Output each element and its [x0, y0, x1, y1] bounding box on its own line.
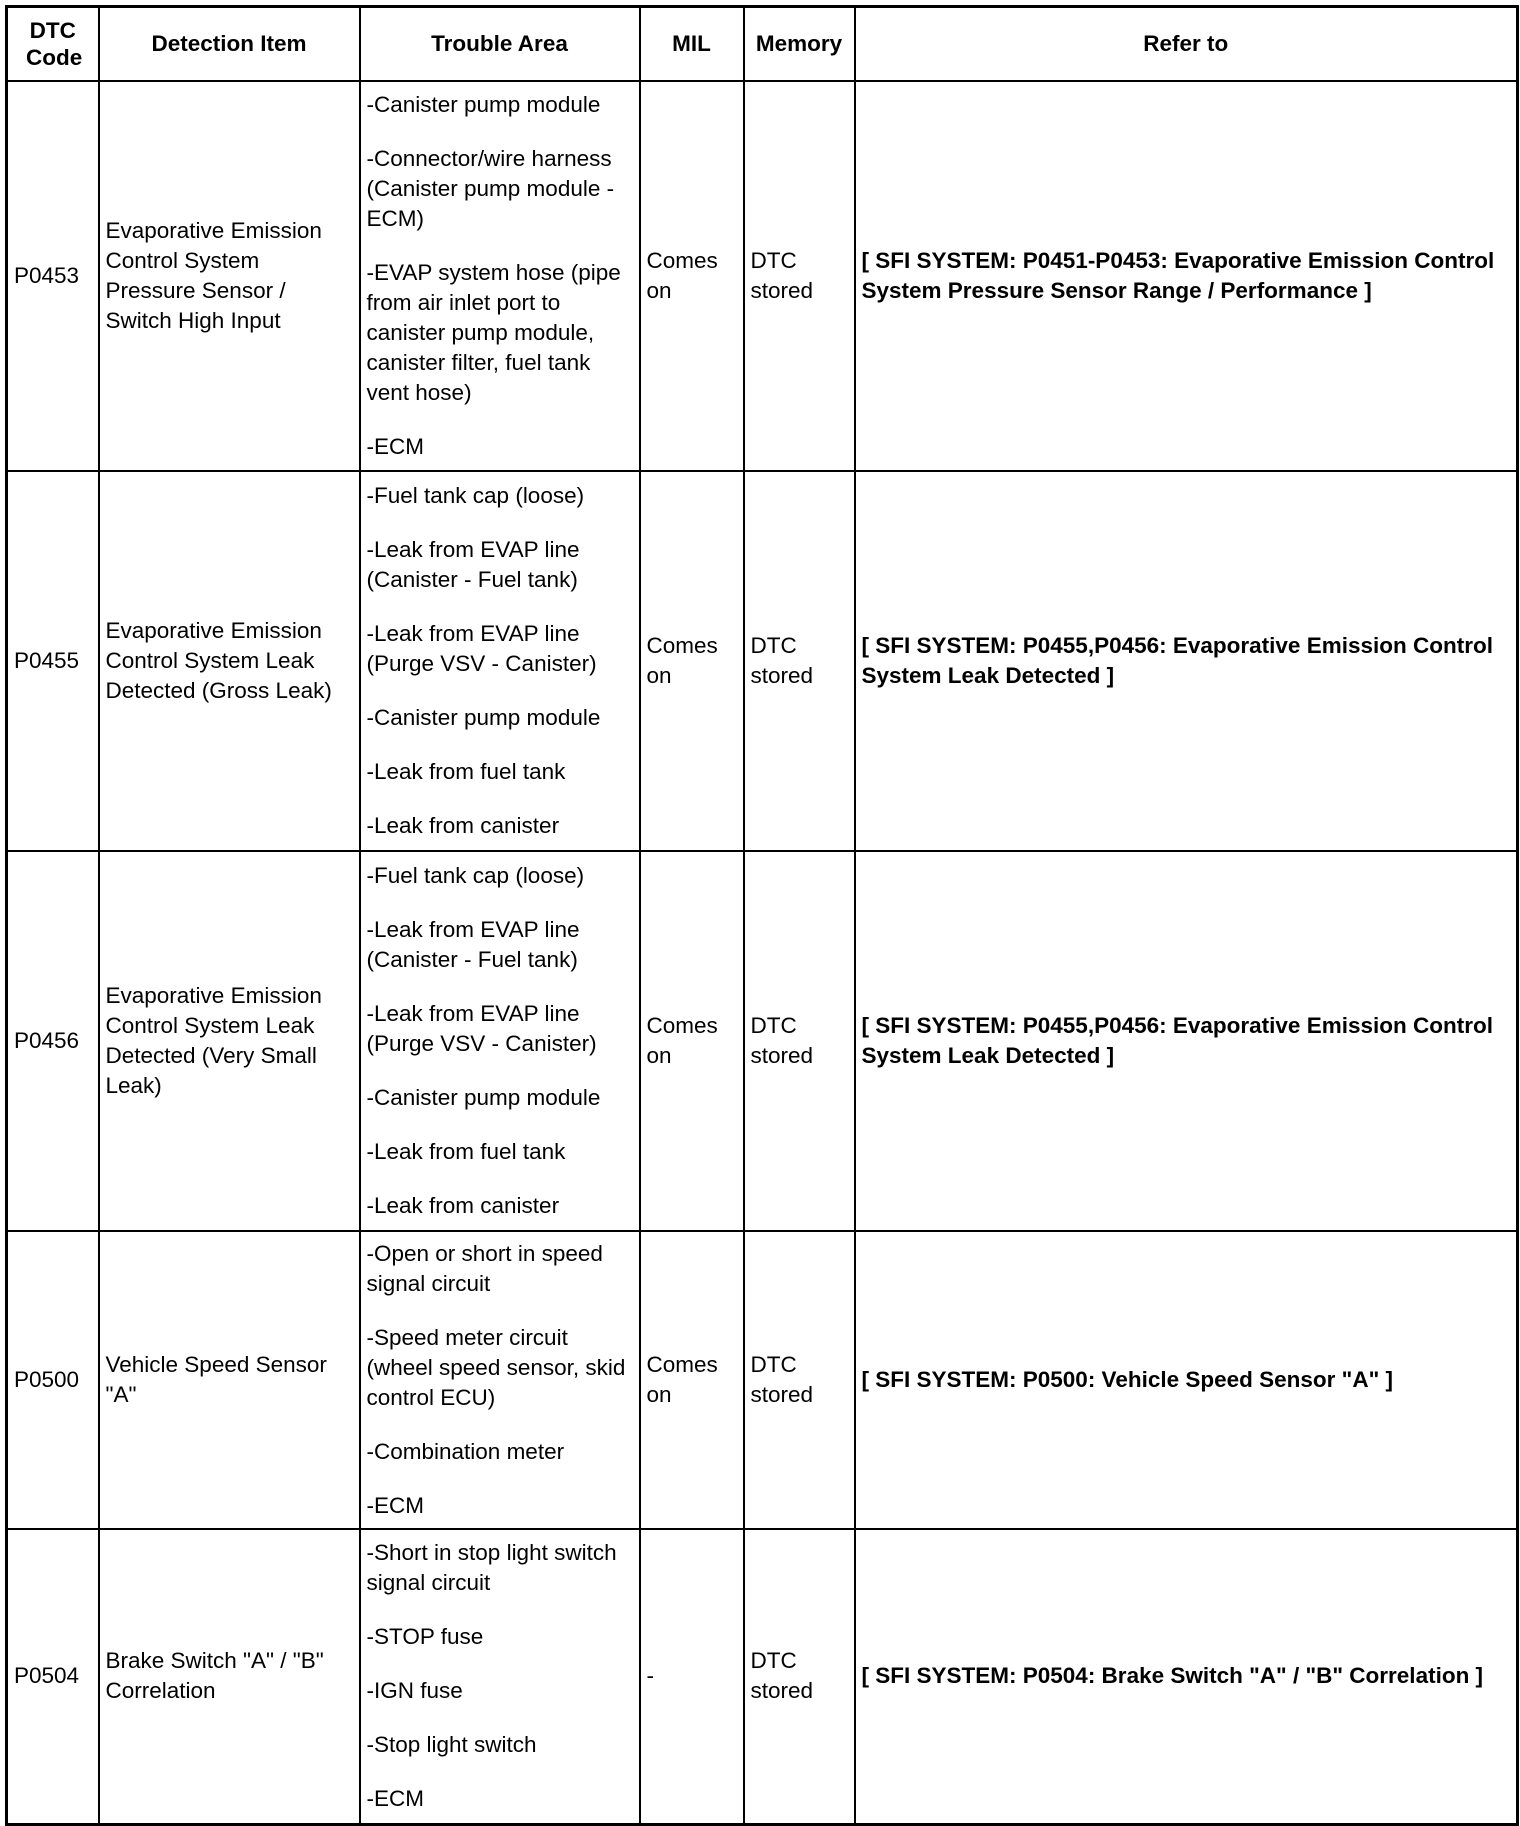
mil-cell: Comes on	[640, 1231, 744, 1529]
trouble-area-item: -IGN fuse	[366, 1678, 463, 1704]
dtc-table-container	[5, 5, 1519, 1826]
mil-cell: -	[640, 1529, 744, 1825]
refer-to-cell: [ SFI SYSTEM: P0500: Vehicle Speed Sensor "A" ]	[855, 1231, 1518, 1529]
trouble-area-item: -EVAP system hose (pipe from air inlet port to canister pump module, canister filter, fuel tank vent hose)	[366, 259, 621, 405]
dtc-table	[5, 5, 1519, 1826]
table-row	[7, 1231, 1518, 1529]
table-row	[7, 81, 1518, 471]
memory-cell: DTC stored	[744, 81, 855, 471]
trouble-area-item: -Canister pump module	[366, 704, 601, 730]
trouble-area-item: -ECM	[366, 1492, 424, 1518]
detection-item-cell: Vehicle Speed Sensor "A"	[99, 1231, 360, 1529]
dtc-code-cell: P0453	[7, 81, 99, 471]
trouble-area-cell	[360, 1529, 640, 1825]
header-mil: MIL	[640, 7, 744, 81]
trouble-area-item: -Fuel tank cap (loose)	[366, 482, 585, 508]
trouble-area-item: -Leak from canister	[366, 1192, 560, 1218]
dtc-code-cell: P0500	[7, 1231, 99, 1529]
trouble-area-item: -ECM	[366, 1786, 424, 1812]
mil-cell: Comes on	[640, 471, 744, 851]
trouble-area-item: -Leak from fuel tank	[366, 1138, 566, 1164]
memory-cell: DTC stored	[744, 851, 855, 1231]
detection-item-cell: Evaporative Emission Control System Pressure Sensor / Switch High Input	[99, 81, 360, 471]
refer-to-cell: [ SFI SYSTEM: P0455,P0456: Evaporative Emission Control System Leak Detected ]	[855, 851, 1518, 1231]
trouble-area-item: -Short in stop light switch signal circuit	[366, 1540, 617, 1596]
trouble-area-item: -Leak from fuel tank	[366, 758, 566, 784]
mil-cell: Comes on	[640, 81, 744, 471]
trouble-area-cell	[360, 471, 640, 851]
trouble-area-cell	[360, 1231, 640, 1529]
trouble-area-item: -Stop light switch	[366, 1732, 537, 1758]
trouble-area-item: -Canister pump module	[366, 1084, 601, 1110]
trouble-area-item: -Leak from EVAP line (Canister - Fuel tank)	[366, 536, 580, 592]
header-trouble-area: Trouble Area	[360, 7, 640, 81]
table-row	[7, 1529, 1518, 1825]
trouble-area-item: -Leak from EVAP line (Purge VSV - Canister)	[366, 1000, 597, 1056]
header-dtc-code: DTC Code	[7, 7, 99, 81]
trouble-area-cell	[360, 851, 640, 1231]
memory-cell: DTC stored	[744, 1529, 855, 1825]
trouble-area-item: -Leak from canister	[366, 812, 560, 838]
trouble-area-item: -Leak from EVAP line (Canister - Fuel tank)	[366, 916, 580, 972]
trouble-area-item: -ECM	[366, 433, 424, 459]
detection-item-cell: Evaporative Emission Control System Leak Detected (Gross Leak)	[99, 471, 360, 851]
memory-cell: DTC stored	[744, 1231, 855, 1529]
header-row	[7, 7, 1518, 81]
dtc-code-cell: P0455	[7, 471, 99, 851]
table-row	[7, 851, 1518, 1231]
trouble-area-item: -STOP fuse	[366, 1624, 484, 1650]
trouble-area-item: -Combination meter	[366, 1438, 565, 1464]
trouble-area-cell	[360, 81, 640, 471]
memory-cell: DTC stored	[744, 471, 855, 851]
trouble-area-item: -Open or short in speed signal circuit	[366, 1240, 603, 1296]
header-memory: Memory	[744, 7, 855, 81]
refer-to-cell: [ SFI SYSTEM: P0451-P0453: Evaporative Emission Control System Pressure Sensor Range / Performance ]	[855, 81, 1518, 471]
detection-item-cell: Evaporative Emission Control System Leak Detected (Very Small Leak)	[99, 851, 360, 1231]
table-row	[7, 471, 1518, 851]
trouble-area-item: -Canister pump module	[366, 91, 601, 117]
dtc-code-cell: P0504	[7, 1529, 99, 1825]
mil-cell: Comes on	[640, 851, 744, 1231]
refer-to-cell: [ SFI SYSTEM: P0504: Brake Switch "A" / "B" Correlation ]	[855, 1529, 1518, 1825]
trouble-area-item: -Leak from EVAP line (Purge VSV - Canister)	[366, 620, 597, 676]
dtc-code-cell: P0456	[7, 851, 99, 1231]
trouble-area-item: -Speed meter circuit (wheel speed sensor, skid control ECU)	[366, 1324, 626, 1410]
header-refer-to: Refer to	[855, 7, 1518, 81]
refer-to-cell: [ SFI SYSTEM: P0455,P0456: Evaporative Emission Control System Leak Detected ]	[855, 471, 1518, 851]
trouble-area-item: -Connector/wire harness (Canister pump module - ECM)	[366, 145, 615, 231]
header-detection-item: Detection Item	[99, 7, 360, 81]
trouble-area-item: -Fuel tank cap (loose)	[366, 862, 585, 888]
detection-item-cell: Brake Switch "A" / "B" Correlation	[99, 1529, 360, 1825]
